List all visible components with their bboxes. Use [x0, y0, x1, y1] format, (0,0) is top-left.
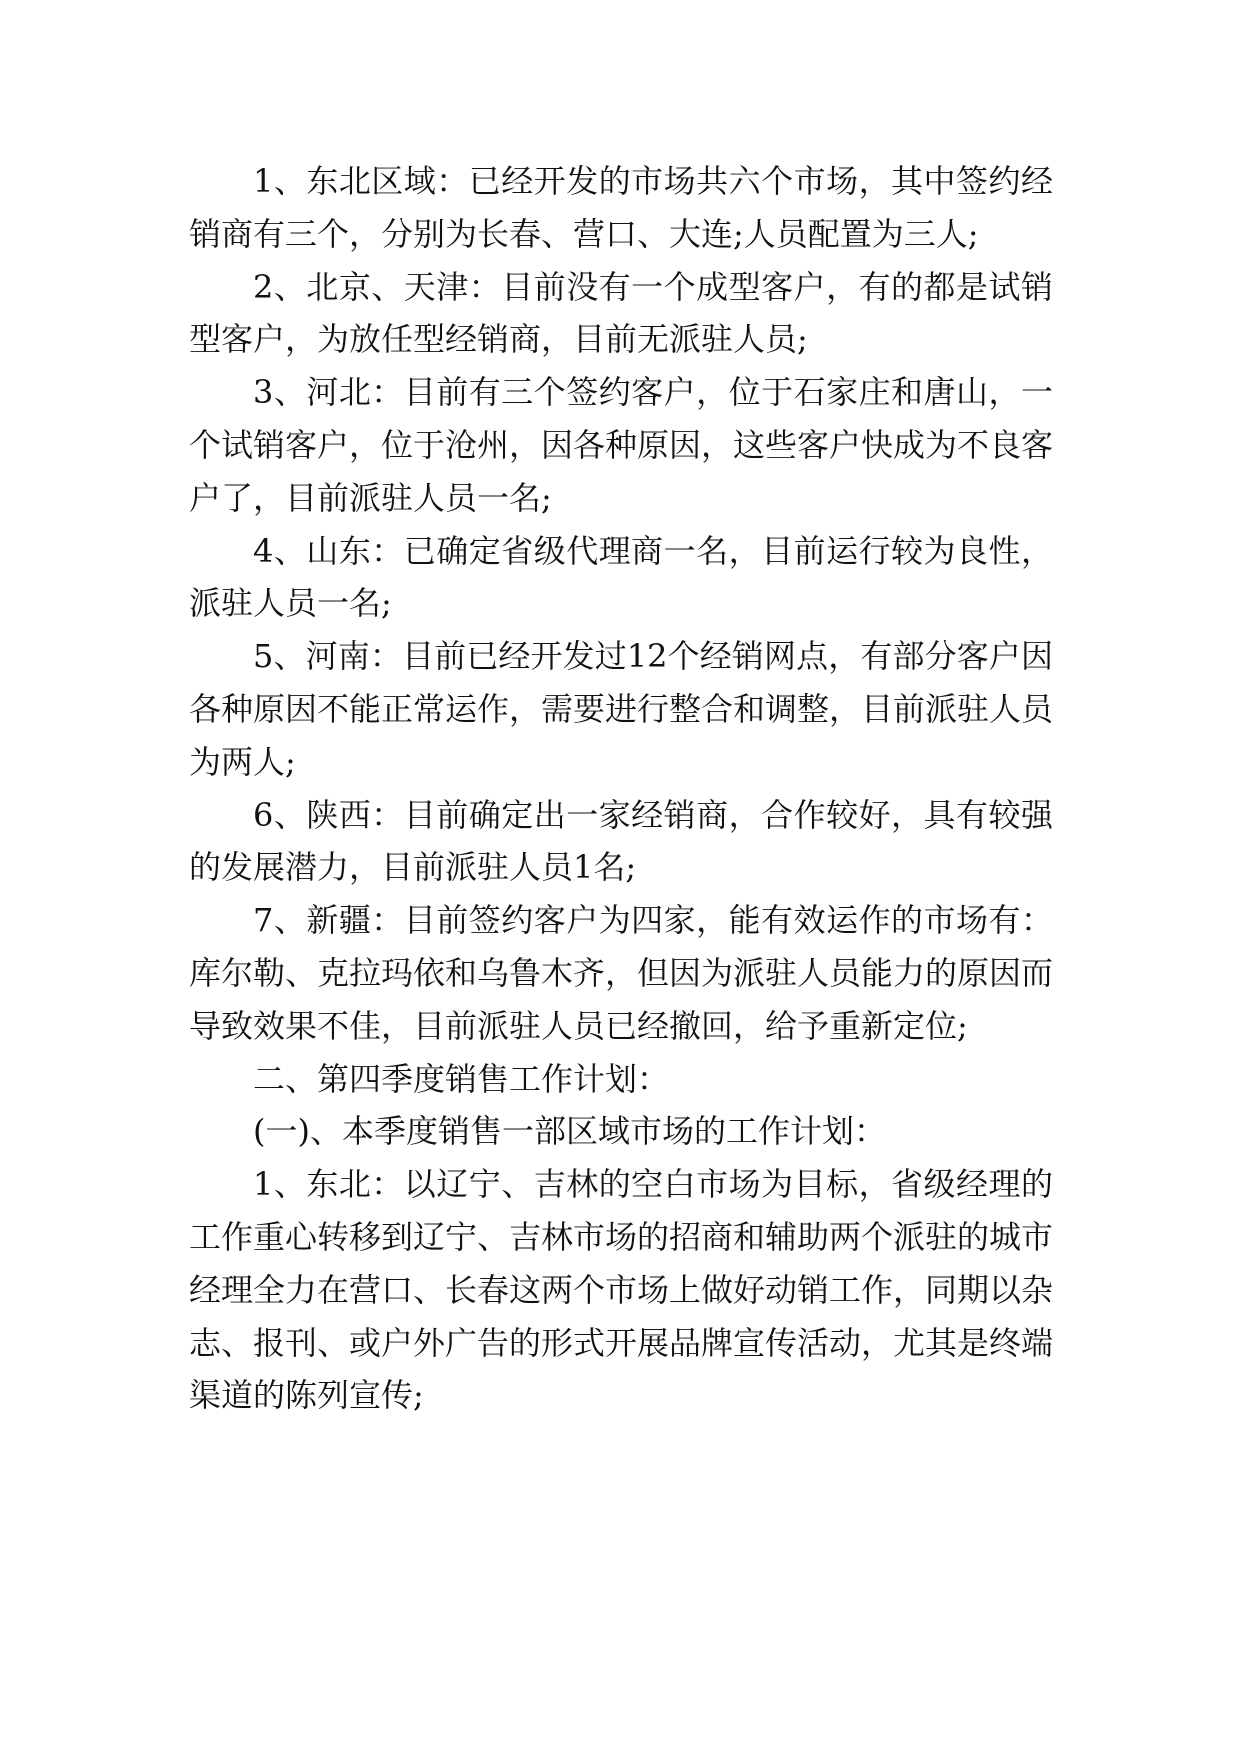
paragraph-northeast-region: 1、东北区域：已经开发的市场共六个市场，其中签约经销商有三个，分别为长春、营口、大连;人员配置为三人;: [189, 162, 1053, 253]
paragraph-henan: 5、河南：目前已经开发过12个经销网点，有部分客户因各种原因不能正常运作，需要进行整合和调整，目前派驻人员为两人;: [189, 637, 1054, 781]
subsection-heading-dept1-plan: (一)、本季度销售一部区域市场的工作计划：: [253, 1112, 886, 1151]
paragraph-shandong: 4、山东：已确定省级代理商一名，目前运行较为良性，派驻人员一名;: [189, 531, 1053, 623]
document-body: [189, 155, 1053, 1422]
paragraph-plan-northeast: 1、东北：以辽宁、吉林的空白市场为目标，省级经理的工作重心转移到辽宁、吉林市场的招商和辅助两个派驻的城市经理全力在营口、长春这两个市场上做好动销工作，同期以杂志、报刊、或户外广告的形式开展品牌宣传活动，尤其是终端渠道的陈列宣传;: [189, 1165, 1054, 1415]
section-heading-q4-plan: 二、第四季度销售工作计划：: [253, 1059, 670, 1098]
paragraph-beijing-tianjin: 2、北京、天津：目前没有一个成型客户，有的都是试销型客户，为放任型经销商，目前无派驻人员;: [189, 267, 1053, 359]
paragraph-hebei: 3、河北：目前有三个签约客户，位于石家庄和唐山，一个试销客户，位于沧州，因各种原因，这些客户快成为不良客户了，目前派驻人员一名;: [189, 373, 1054, 517]
paragraph-shaanxi: 6、陕西：目前确定出一家经销商，合作较好，具有较强的发展潜力，目前派驻人员1名;: [189, 795, 1053, 887]
paragraph-xinjiang: 7、新疆：目前签约客户为四家，能有效运作的市场有：库尔勒、克拉玛依和乌鲁木齐，但因为派驻人员能力的原因而导致效果不佳，目前派驻人员已经撤回，给予重新定位;: [189, 901, 1054, 1045]
